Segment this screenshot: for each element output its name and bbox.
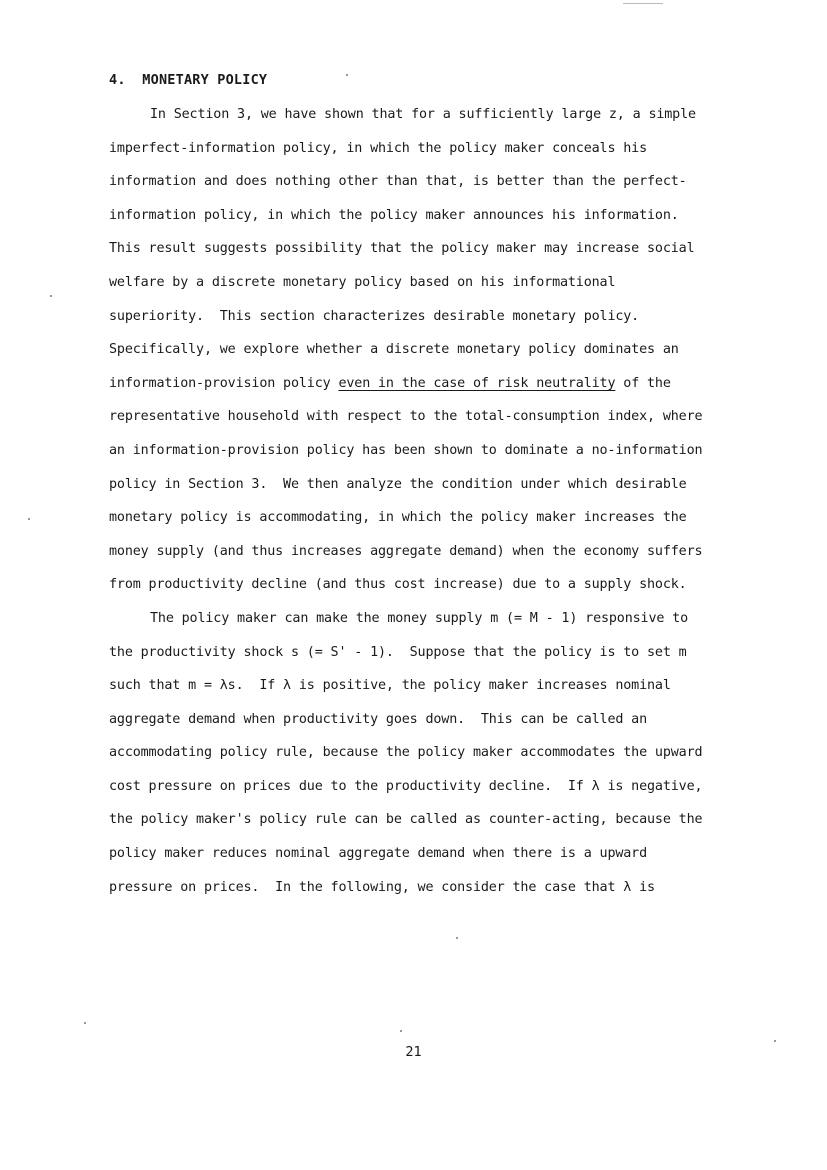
scan-speck [400,1030,402,1032]
text-line: welfare by a discrete monetary policy based on his informational [109,274,616,290]
body-text [109,104,749,910]
text-fragment: of the [615,375,671,391]
text-fragment: information-provision policy [109,375,339,391]
text-line: the productivity shock s (= S' - 1). Suppose that the policy is to set m [109,644,687,660]
scan-speck [84,1022,86,1024]
text-line: Specifically, we explore whether a discrete monetary policy dominates an [109,342,679,358]
scan-speck [28,518,30,520]
text-line: such that m = λs. If λ is positive, the policy maker increases nominal [109,678,671,694]
text-line-with-underline [109,373,749,407]
text-line: representative household with respect to the total-consumption index, where [109,409,703,425]
text-line: information and does nothing other than that, is better than the perfect- [109,174,687,190]
text-line: pressure on prices. In the following, we consider the case that λ is [109,879,655,895]
scan-speck [774,1040,776,1042]
scan-speck [623,3,663,4]
text-line: imperfect-information policy, in which the policy maker conceals his [109,140,648,156]
page-number: 21 [405,1044,422,1060]
text-line: The policy maker can make the money supply m (= M - 1) responsive to [150,610,689,626]
text-line: aggregate demand when productivity goes down. This can be called an [109,711,648,727]
scan-speck [456,937,458,939]
text-line: monetary policy is accommodating, in which the policy maker increases the [109,510,687,526]
text-line: an information-provision policy has been shown to dominate a no-information [109,442,703,458]
text-line: from productivity decline (and thus cost increase) due to a supply shock. [109,577,687,593]
text-line: money supply (and thus increases aggregate demand) when the economy suffers [109,543,703,559]
text-line: policy in Section 3. We then analyze the condition under which desirable [109,476,687,492]
text-line: the policy maker's policy rule can be called as counter-acting, because the [109,812,703,828]
scan-speck [50,295,52,297]
scan-speck [346,74,348,76]
underlined-phrase: even in the case of risk neutrality [338,375,616,391]
text-line: accommodating policy rule, because the policy maker accommodates the upward [109,745,703,761]
section-heading: 4. MONETARY POLICY [109,72,268,88]
text-line: cost pressure on prices due to the productivity decline. If λ is negative, [109,778,703,794]
text-line: superiority. This section characterizes desirable monetary policy. [109,308,640,324]
text-line: In Section 3, we have shown that for a sufficiently large z, a simple [150,107,696,122]
text-line: This result suggests possibility that the policy maker may increase social [109,241,695,257]
text-line: information policy, in which the policy maker announces his information. [109,207,679,223]
text-line: policy maker reduces nominal aggregate demand when there is a upward [109,846,648,862]
